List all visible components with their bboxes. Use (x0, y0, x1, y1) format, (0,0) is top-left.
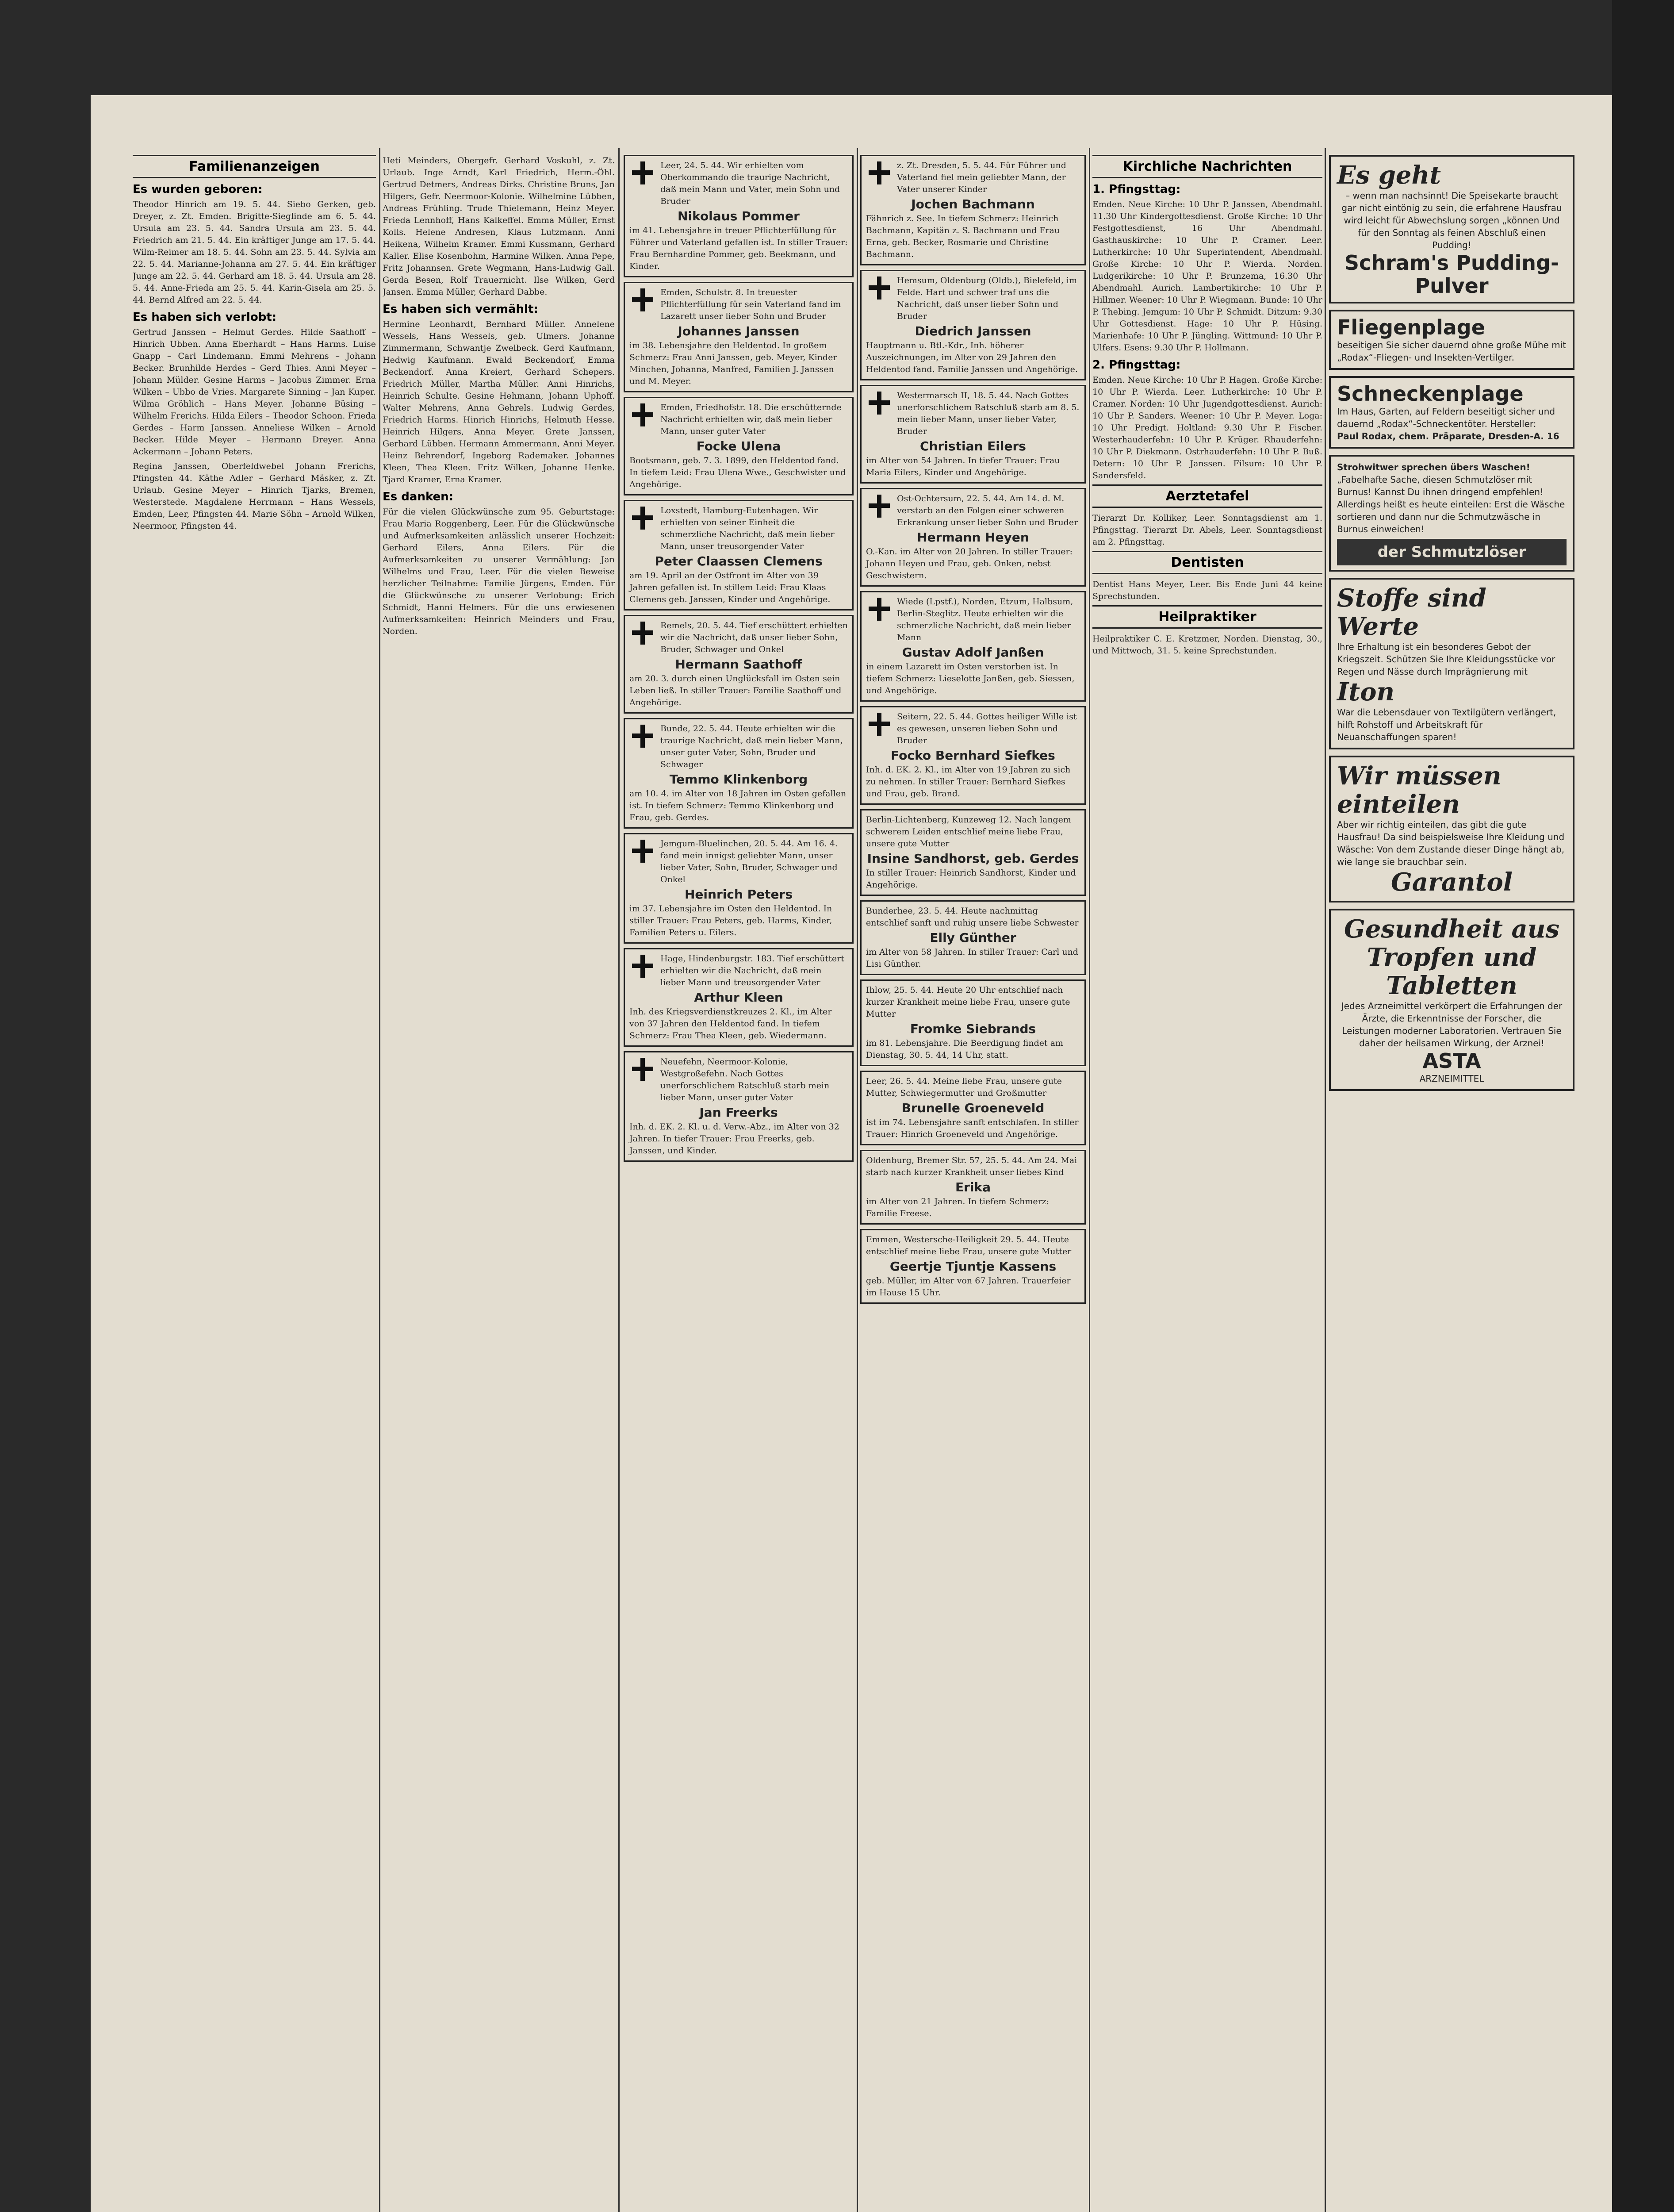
iron-cross-icon (629, 505, 656, 531)
pudding-ad (1329, 155, 1574, 303)
iron-cross-icon (629, 160, 656, 186)
deceased-name: Focko Bernhard Siefkes (891, 748, 1055, 763)
column-rule (1325, 148, 1326, 2212)
deceased-name: Erika (955, 1180, 991, 1194)
ad-headline: Schneckenplage (1337, 382, 1524, 406)
death-notice: Berlin-Lichtenberg, Kunzeweg 12. Nach langem schwerem Leiden entschlief meine liebe Frau, unsere gute Mutter Insine Sandhorst, geb. Gerdes In stiller Trauer: Heinrich Sandhorst, Kinder und Angehörige. (860, 809, 1086, 896)
ad-brand: ASTA (1422, 1049, 1481, 1073)
death-notice: Emden, Schulstr. 8. In treuester Pflichterfüllung für sein Vaterland fand im Lazarett unser lieber Sohn und Bruder Johannes Janssen im 38. Lebensjahre den Heldentod. In großem Schmerz: Frau Anni Janssen, geb. Meyer, Kinder Minchen, Johanna, Manfred, Familien J. Janssen und M. Meyer. (624, 282, 854, 392)
deceased-name: Insine Sandhorst, geb. Gerdes (867, 851, 1079, 866)
death-notice: Leer, 26. 5. 44. Meine liebe Frau, unsere gute Mutter, Schwiegermutter und Großmutter Brunelle Groeneveld ist im 74. Lebensjahre sanft entschlafen. In stiller Trauer: Hinrich Groeneveld und Angehörige. (860, 1071, 1086, 1145)
section-title: Kirchliche Nachrichten (1092, 155, 1322, 178)
iron-cross-icon (629, 287, 656, 313)
deceased-name: Heinrich Peters (684, 887, 793, 902)
deceased-name: Gustav Adolf Janßen (902, 645, 1044, 660)
death-notice: Leer, 24. 5. 44. Wir erhielten vom Oberkommando die traurige Nachricht, daß mein Mann und Vater, mein Sohn und Bruder Nikolaus Pommer im 41. Lebensjahre in treuer Pflichterfüllung für Führer und Vaterland gefallen ist. In stiller Trauer: Frau Bernhardine Pommer, geb. Beekmann, und Kinder. (624, 155, 854, 277)
deceased-name: Diedrich Janssen (915, 324, 1031, 338)
iron-cross-icon (866, 160, 893, 186)
births-heading: Es wurden geboren: (133, 183, 263, 196)
iron-cross-icon (866, 390, 893, 416)
deceased-name: Johannes Janssen (678, 324, 800, 338)
doctors-title: Aerztetafel (1092, 484, 1322, 508)
deceased-name: Geertje Tjuntje Kassens (889, 1259, 1057, 1274)
engagements-text: Gertrud Janssen – Helmut Gerdes. Hilde Saathoff – Hinrich Ubben. Anna Eberhardt – Hans Harms. Luise Gnapp – Carl Lindemann. Emmi Mehrens – Johann Becker. Brunhilde Herdes – Gerd Thies. Anni Meyer – Johann Mülder. Gesine Harms – Jacobus Zimmer. Erna Wilken – Ubbo de Vries. Margarete Sinning – Jan Kuper. Wilma Gröhlich – Hans Meyer. Johanne Büsing – Wilhelm Frerichs. Hilda Eilers – Theodor Schoon. Frieda Gerdes – Harm Janssen. Anneliese Wilken – Arnold Becker. Hilde Meyer – Hermann Dreyer. Anna Ackermann – Johann Peters. (133, 327, 376, 457)
section-title: Familienanzeigen (133, 155, 376, 178)
marriages-heading: Es haben sich vermählt: (383, 303, 538, 316)
deceased-name: Brunelle Groeneveld (901, 1101, 1045, 1115)
ad-text: Jedes Arzneimittel verkörpert die Erfahrungen der Ärzte, die Erkenntnisse der Forscher, die Leistungen moderner Laboratorien. Vertrauen Sie daher der heilsamen Wirkung, der Arznei! (1341, 1001, 1563, 1048)
deceased-name: Temmo Klinkenborg (669, 772, 808, 787)
death-notice: Ost-Ochtersum, 22. 5. 44. Am 14. d. M. verstarb an den Folgen einer schweren Erkrankung unser lieber Sohn und Bruder Hermann Heyen O.-Kan. im Alter von 20 Jahren. In stiller Trauer: Johann Heyen und Frau, geb. Onken, nebst Geschwistern. (860, 488, 1086, 587)
deceased-name: Fromke Siebrands (910, 1022, 1036, 1036)
church-day-heading: 2. Pfingsttag: (1092, 358, 1181, 372)
deceased-name: Peter Claassen Clemens (655, 554, 823, 568)
scan-edge (1612, 0, 1674, 2212)
death-notice: Westermarsch II, 18. 5. 44. Nach Gottes unerforschlichem Ratschluß starb am 8. 5. mein lieber Mann, unser lieber Vater, Bruder Christian Eilers im Alter von 54 Jahren. In tiefer Trauer: Frau Maria Eilers, Kinder und Angehörige. (860, 385, 1086, 484)
church-services-text: Emden. Neue Kirche: 10 Uhr P. Hagen. Große Kirche: 10 Uhr P. Wierda. Leer. Lutherkirche: 10 Uhr P. Cramer. Norden: 10 Uhr Jugendgottesdienst. Aurich: 10 Uhr P. Sanders. Weener: 10 Uhr P. Meyer. Loga: 10 Uhr Predigt. Holtland: 9.30 Uhr P. Fischer. Westerhauderfehn: 10 Uhr P. Krüger. Rhauderfehn: 10 Uhr P. Diekmann. Ostrhauderfehn: 10 Uhr P. Buß. Detern: 10 Uhr P. Janssen. Filsum: 10 Uhr P. Sandersfeld. (1092, 375, 1322, 480)
snail-ad (1329, 376, 1574, 449)
ad-text: – wenn man nachsinnt! Die Speisekarte braucht gar nicht eintönig zu sein, die erfahrene Hausfrau wird leicht für Abwechslung sorgen „können Und für den Sonntag als feinen Abschluß einen Pudding! (1341, 190, 1562, 250)
church-day-heading: 1. Pfingsttag: (1092, 183, 1181, 196)
column-death-notices-1 (624, 155, 854, 1166)
iron-cross-icon (866, 275, 893, 301)
iron-cross-icon (629, 953, 656, 979)
iron-cross-icon (866, 596, 893, 622)
death-notice: Hage, Hindenburgstr. 183. Tief erschüttert erhielten wir die Nachricht, daß mein lieber Mann und treusorgender Vater Arthur Kleen Inh. des Kriegsverdienstkreuzes 2. Kl., im Alter von 37 Jahren den Heldentod fand. In tiefem Schmerz: Frau Thea Kleen, geb. Wiedermann. (624, 948, 854, 1047)
doctors-text: Tierarzt Dr. Kolliker, Leer. Sonntagsdienst am 1. Pfingsttag. Tierarzt Dr. Abels, Leer. Sonntagsdienst am 2. Pfingsttag. (1092, 513, 1322, 547)
fly-ad (1329, 310, 1574, 370)
ad-headline: Gesundheit aus Tropfen und Tabletten (1344, 914, 1560, 1000)
death-notice: Bunderhee, 23. 5. 44. Heute nachmittag entschlief sanft und ruhig unsere liebe Schwester Elly Günther im Alter von 58 Jahren. In stiller Trauer: Carl und Lisi Günther. (860, 900, 1086, 975)
column-rule (857, 148, 858, 2212)
column-marriages (383, 155, 615, 640)
ad-headline: Stoffe sind Werte (1337, 584, 1486, 641)
thanks-text: Für die vielen Glückwünsche zum 95. Geburtstage: Frau Maria Roggenberg, Leer. Für die Glückwünsche und Aufmerksamkeiten anlässlich unserer Hochzeit: Gerhard Eilers, Anna Eilers. Für die Aufmerksamkeiten zu unserer Vermählung: Jan Wilhelms und Frau, Leer. Für die vielen Beweise herzlicher Teilnahme: Familie Jürgens, Emden. Für die Glückwünsche zu unserer Verlobung: Erich Schmidt, Hanni Helmers. Für die uns erwiesenen Aufmerksamkeiten: Heinrich Meinders und Frau, Norden. (383, 507, 615, 636)
deceased-name: Jan Freerks (699, 1105, 778, 1120)
death-notice: Bunde, 22. 5. 44. Heute erhielten wir die traurige Nachricht, daß mein lieber Mann, unser guter Vater, Sohn, Bruder und Schwager Temmo Klinkenborg am 10. 4. im Alter von 18 Jahren im Osten gefallen ist. In tiefem Schmerz: Temmo Klinkenborg und Frau, geb. Gerdes. (624, 718, 854, 829)
death-notice: Emden, Friedhofstr. 18. Die erschütternde Nachricht erhielten wir, daß mein lieber Mann, unser guter Vater Focke Ulena Bootsmann, geb. 7. 3. 1899, den Heldentod fand. In tiefem Leid: Frau Ulena Wwe., Geschwister und Angehörige. (624, 397, 854, 495)
dentists-title: Dentisten (1092, 551, 1322, 574)
marriages-text: Hermine Leonhardt, Bernhard Müller. Annelene Wessels, Hans Wessels, geb. Ulmers. Johanne Zimmermann, Schwantje Zwelbeck. Gerd Kaufmann, Hedwig Kaufmann. Ewald Beckendorf, Emma Beckendorf. Anna Kreiert, Gerhard Schepers. Friedrich Müller, Martha Müller. Anni Hinrichs, Heinrich Schulte. Gesine Hehmann, Johann Uphoff. Walter Mehrens, Anna Gehrels. Ludwig Gerdes, Friedrich Harms. Hinrich Hinrichs, Helmuth Hesse. Heinrich Hilgers, Anna Meyer. Grete Janssen, Gerhard Lübben. Hermann Ammermann, Anni Meyer. Heinz Behrendorf, Ingeborg Rademaker. Johannes Kleen, Thea Kleen. Fritz Wilken, Johanne Henke. Tjard Kramer, Erna Kramer. (383, 319, 615, 484)
iron-cross-icon (866, 493, 893, 519)
church-services-text: Emden. Neue Kirche: 10 Uhr P. Janssen, Abendmahl. 11.30 Uhr Kindergottesdienst. Große Kirche: 10 Uhr Festgottesdienst, 16 Uhr Abendmahl. Gasthauskirche: 10 Uhr P. Cramer. Leer. Lutherkirche: 10 Uhr Superintendent, Abendmahl. Große Kirche: 10 Uhr P. Wierda. Norden. Ludgerikirche: 10 Uhr P. Brunzema, 16.30 Uhr Abendmahl. Aurich. Lambertikirche: 10 Uhr P. Hillmer. Weener: 10 Uhr P. Wiegmann. Bunde: 10 Uhr P. Thebing. Jemgum: 10 Uhr P. Schmidt. Ditzum: 9.30 Uhr Gottesdienst. Hage: 10 Uhr P. Hüsing. Marienhafe: 10 Uhr P. Jüngling. Wittmund: 10 Uhr P. Ulfers. Esens: 9.30 Uhr P. Hollmann. (1092, 200, 1322, 353)
column-advertisements (1329, 155, 1574, 1097)
ad-headline: Es geht (1337, 161, 1441, 190)
column-family-ads (133, 155, 376, 535)
deceased-name: Jochen Bachmann (911, 197, 1035, 211)
ad-brand: der Schmutzlöser (1337, 539, 1567, 565)
death-notice: Hemsum, Oldenburg (Oldb.), Bielefeld, im Felde. Hart und schwer traf uns die Nachricht, daß unser lieber Sohn und Bruder Diedrich Janssen Hauptmann u. Btl.-Kdr., Inh. höherer Auszeichnungen, im Alter von 29 Jahren den Heldentod fand. Familie Janssen und Angehörige. (860, 270, 1086, 380)
deceased-name: Christian Eilers (920, 439, 1026, 453)
death-notice: Seitern, 22. 5. 44. Gottes heiliger Wille ist es gewesen, unseren lieben Sohn und Bruder Focko Bernhard Siefkes Inh. d. EK. 2. Kl., im Alter von 19 Jahren zu sich zu nehmen. In stiller Trauer: Bernhard Siefkes und Frau, geb. Brand. (860, 706, 1086, 805)
ad-banner: Strohwitwer sprechen übers Waschen! (1337, 462, 1530, 472)
ad-text: beseitigen Sie sicher dauernd ohne große Mühe mit „Rodax“-Fliegen- und Insekten-Vertilger. (1337, 340, 1567, 363)
iron-cross-icon (629, 620, 656, 646)
death-notice: Wiede (Lpstf.), Norden, Etzum, Halbsum, Berlin-Steglitz. Heute erhielten wir die schmerzliche Nachricht, daß mein lieber Mann Gustav Adolf Janßen in einem Lazarett im Osten verstorben ist. In tiefem Schmerz: Lieselotte Janßen, geb. Siessen, und Angehörige. (860, 591, 1086, 702)
ad-tail: War die Lebensdauer von Textilgütern verlängert, hilft Rohstoff und Arbeitskraft für Neuanschaffungen sparen! (1337, 707, 1556, 742)
garantol-ad (1329, 756, 1574, 902)
ad-headline: Wir müssen einteilen (1337, 761, 1502, 819)
iton-ad (1329, 578, 1574, 749)
iron-cross-icon (629, 402, 656, 428)
ad-text: Ihre Erhaltung ist ein besonderes Gebot der Kriegszeit. Schützen Sie Ihre Kleidungsstücke vor Regen und Nässe durch Imprägnierung mit (1337, 641, 1555, 677)
iron-cross-icon (629, 1056, 656, 1083)
deceased-name: Hermann Saathoff (675, 657, 802, 672)
births-text: Theodor Hinrich am 19. 5. 44. Siebo Gerken, geb. Dreyer, z. Zt. Emden. Brigitte-Sieglinde am 6. 5. 44. Ursula am 23. 5. 44. Sandra Ursula am 23. 5. 44. Friedrich am 21. 5. 44. Ein kräftiger Junge am 17. 5. 44. Wilm-Reimer am 18. 5. 44. Sohn am 23. 5. 44. Sylvia am 22. 5. 44. Marianne-Johanna am 27. 5. 44. Ein kräftiger Junge am 22. 5. 44. Gerhard am 18. 5. 44. Ursula am 28. 5. 44. Anne-Frieda am 25. 5. 44. Karin-Gisela am 25. 5. 44. Bernd Alfred am 22. 5. 44. (133, 200, 376, 305)
death-notice: Oldenburg, Bremer Str. 57, 25. 5. 44. Am 24. Mai starb nach kurzer Krankheit unser liebes Kind Erika im Alter von 21 Jahren. In tiefem Schmerz: Familie Freese. (860, 1150, 1086, 1225)
ad-headline: Fliegenplage (1337, 315, 1485, 339)
iron-cross-icon (866, 711, 893, 737)
death-notice: Neuefehn, Neermoor-Kolonie, Westgroßefehn. Nach Gottes unerforschlichem Ratschluß starb mein lieber Mann, unser guter Vater Jan Freerks Inh. d. EK. 2. Kl. u. d. Verw.-Abz., im Alter von 32 Jahren. In tiefer Trauer: Frau Freerks, geb. Janssen, und Kinder. (624, 1051, 854, 1162)
dentists-text: Dentist Hans Meyer, Leer. Bis Ende Juni 44 keine Sprechstunden. (1092, 580, 1322, 601)
column-rule (1089, 148, 1090, 2212)
death-notice: Emmen, Westersche-Heiligkeit 29. 5. 44. Heute entschlief meine liebe Frau, unsere gute Mutter Geertje Tjuntje Kassens geb. Müller, im Alter von 67 Jahren. Trauerfeier im Hause 15 Uhr. (860, 1229, 1086, 1304)
death-notice: Ihlow, 25. 5. 44. Heute 20 Uhr entschlief nach kurzer Krankheit meine liebe Frau, unsere gute Mutter Fromke Siebrands im 81. Lebensjahre. Die Beerdigung findet am Dienstag, 30. 5. 44, 14 Uhr, statt. (860, 979, 1086, 1066)
deceased-name: Hermann Heyen (917, 530, 1029, 545)
engagements-heading: Es haben sich verlobt: (133, 311, 277, 324)
deceased-name: Elly Günther (930, 930, 1016, 945)
iron-cross-icon (629, 838, 656, 864)
column-death-notices-2 (860, 155, 1086, 1308)
asta-ad (1329, 909, 1574, 1091)
thanks-heading: Es danken: (383, 490, 454, 503)
ad-text: Im Haus, Garten, auf Feldern beseitigt sicher und dauernd „Rodax“-Schneckentöter. Hersteller: (1337, 406, 1555, 429)
column-rule (379, 148, 380, 2212)
column-rule (618, 148, 620, 2212)
newspaper-page (91, 95, 1612, 2212)
engagements-tail: Regina Janssen, Oberfeldwebel Johann Frerichs, Pfingsten 44. Käthe Adler – Gerhard Mäsker, z. Zt. Urlaub. Gesine Meyer – Hinrich Tjarks, Bremen, Westerstede. Magdalene Herrmann – Hans Wessels, Emden, Leer, Pfingsten 44. Marie Söhn – Arnold Wilken, Neermoor, Pfingsten 44. (133, 461, 376, 531)
deceased-name: Nikolaus Pommer (678, 209, 800, 223)
ad-brand: Iton (1337, 677, 1395, 707)
deceased-name: Arthur Kleen (694, 990, 783, 1005)
ad-brand: Garantol (1391, 868, 1513, 897)
ad-brand: Schram's Pudding-Pulver (1344, 251, 1559, 298)
practitioners-text: Heilpraktiker C. E. Kretzmer, Norden. Dienstag, 30., und Mittwoch, 31. 5. keine Sprechstunden. (1092, 634, 1322, 656)
ad-text: Aber wir richtig einteilen, das gibt die gute Hausfrau! Da sind beispielsweise Ihre Kleidung und Wäsche: Von dem Zustande dieser Dinge hängt ab, wie lange sie brauchbar sein. (1337, 819, 1565, 867)
ad-maker: Paul Rodax, chem. Präparate, Dresden-A. 16 (1337, 431, 1559, 442)
column-church-news (1092, 155, 1322, 660)
practitioners-title: Heilpraktiker (1092, 605, 1322, 629)
death-notice: Loxstedt, Hamburg-Eutenhagen. Wir erhielten von seiner Einheit die schmerzliche Nachricht, daß mein lieber Mann, unser treusorgender Vater Peter Claassen Clemens am 19. April an der Ostfront im Alter von 39 Jahren gefallen ist. In stillem Leid: Frau Klaas Clemens geb. Janssen, Kinder und Angehörige. (624, 500, 854, 611)
ad-text: „Fabelhafte Sache, diesen Schmutzlöser mit Burnus! Kannst Du ihnen dringend empfehlen! Allerdings heißt es heute einteilen: Erst die Wäsche sortieren und dann nur die Schmutzwäsche in Burnus einweichen! (1337, 474, 1565, 534)
death-notice: Jemgum-Bluelinchen, 20. 5. 44. Am 16. 4. fand mein innigst geliebter Mann, unser lieber Vater, Sohn, Bruder, Schwager und Onkel Heinrich Peters im 37. Lebensjahre im Osten den Heldentod. In stiller Trauer: Frau Peters, geb. Harms, Kinder, Familien Peters u. Eilers. (624, 833, 854, 944)
burnus-ad (1329, 455, 1574, 572)
death-notice: Remels, 20. 5. 44. Tief erschüttert erhielten wir die Nachricht, daß unser lieber Sohn, Bruder, Schwager und Onkel Hermann Saathoff am 20. 3. durch einen Unglücksfall im Osten sein Leben ließ. In stiller Trauer: Familie Saathoff und Angehörige. (624, 615, 854, 714)
iron-cross-icon (629, 723, 656, 749)
ad-sub: ARZNEIMITTEL (1419, 1073, 1484, 1084)
deceased-name: Focke Ulena (696, 439, 781, 453)
death-notice: z. Zt. Dresden, 5. 5. 44. Für Führer und Vaterland fiel mein geliebter Mann, der Vater unserer Kinder Jochen Bachmann Fähnrich z. See. In tiefem Schmerz: Heinrich Bachmann, Kapitän z. S. Bachmann und Frau Erna, geb. Becker, Rosmarie und Christine Bachmann. (860, 155, 1086, 265)
engagements-continued: Heti Meinders, Obergefr. Gerhard Voskuhl, z. Zt. Urlaub. Inge Arndt, Karl Friedrich, Herm.-Öhl. Gertrud Detmers, Andreas Dirks. Christine Bruns, Jan Hilgers, Gefr. Neermoor-Kolonie. Wilhelmine Lübben, Andreas Frühling. Trude Thielemann, Heinz Meyer. Frieda Lennhoff, Hans Kalkeffel. Emma Müller, Ernst Kolls. Helene Andresen, Klaus Lutzmann. Anni Heikena, Wilhelm Kramer. Emmi Kussmann, Gerhard Kaller. Elise Kosenbohm, Harmine Wilken. Anna Pepe, Fritz Johannsen. Grete Wegmann, Hans-Ludwig Gall. Gerda Besen, Rolf Trauernicht. Ilse Wilken, Gerd Jansen. Emma Müller, Gerhard Dabbe. (383, 156, 615, 297)
